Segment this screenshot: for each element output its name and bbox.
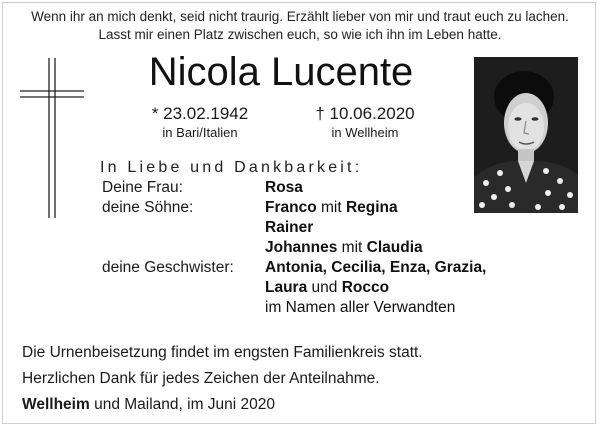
thanks-line: Herzlichen Dank für jedes Zeichen der Anteilnahme. [22, 370, 380, 387]
intro-verse [0, 8, 600, 44]
siblings-label: deine Geschwister: [102, 259, 234, 276]
cross-icon [20, 58, 84, 218]
birth-place: in Bari/Italien [162, 125, 238, 140]
intro-line-2: Lasst mir einen Platz zwischen euch, so wie ich ihn im Leben hatte. [98, 27, 502, 42]
son-row-1 [265, 198, 398, 218]
birth-info [140, 104, 260, 141]
son-joiner-1: mit [316, 199, 346, 216]
son-name-2: Rainer [265, 219, 314, 236]
place-name: Wellheim [22, 396, 90, 413]
birth-date: * 23.02.1942 [151, 104, 249, 123]
portrait-illustration [474, 57, 578, 213]
sibling-name-b: Rocco [341, 279, 390, 296]
wife-label: Deine Frau: [102, 179, 183, 196]
sons-label: deine Söhne: [102, 199, 194, 216]
sibling-name-a: Laura [265, 279, 308, 296]
siblings-row-1 [265, 258, 486, 278]
siblings-joiner: und [307, 279, 342, 296]
son-partner-3: Claudia [366, 239, 423, 256]
death-place: in Wellheim [331, 125, 399, 140]
mourners-heading: In Liebe und Dankbarkeit: [100, 159, 363, 176]
death-date: † 10.06.2020 [315, 104, 415, 123]
wife-name: Rosa [265, 179, 303, 196]
son-partner-1: Regina [345, 199, 398, 216]
place-date-rest: und Mailand, im Juni 2020 [89, 396, 276, 413]
relatives-line: im Namen aller Verwandten [265, 299, 456, 316]
siblings-names-1: Antonia, Cecilia, Enza, Grazia, [265, 259, 487, 276]
wife-row [265, 178, 303, 198]
son-name-1: Franco [265, 199, 317, 216]
son-row-2 [265, 218, 313, 238]
deceased-name: Nicola Lucente [148, 50, 414, 94]
son-row-3 [265, 238, 423, 258]
son-name-3: Johannes [265, 239, 338, 256]
place-date-line [22, 395, 275, 415]
son-joiner-3: mit [337, 239, 367, 256]
intro-line-1: Wenn ihr an mich denkt, seid nicht traurig. Erzählt lieber von mir und traut euch zu lachen. [31, 9, 569, 24]
death-info [305, 104, 425, 141]
siblings-row-2 [265, 278, 389, 298]
portrait-photo [474, 57, 578, 213]
burial-notice: Die Urnenbeisetzung findet im engsten Familienkreis statt. [22, 344, 423, 361]
